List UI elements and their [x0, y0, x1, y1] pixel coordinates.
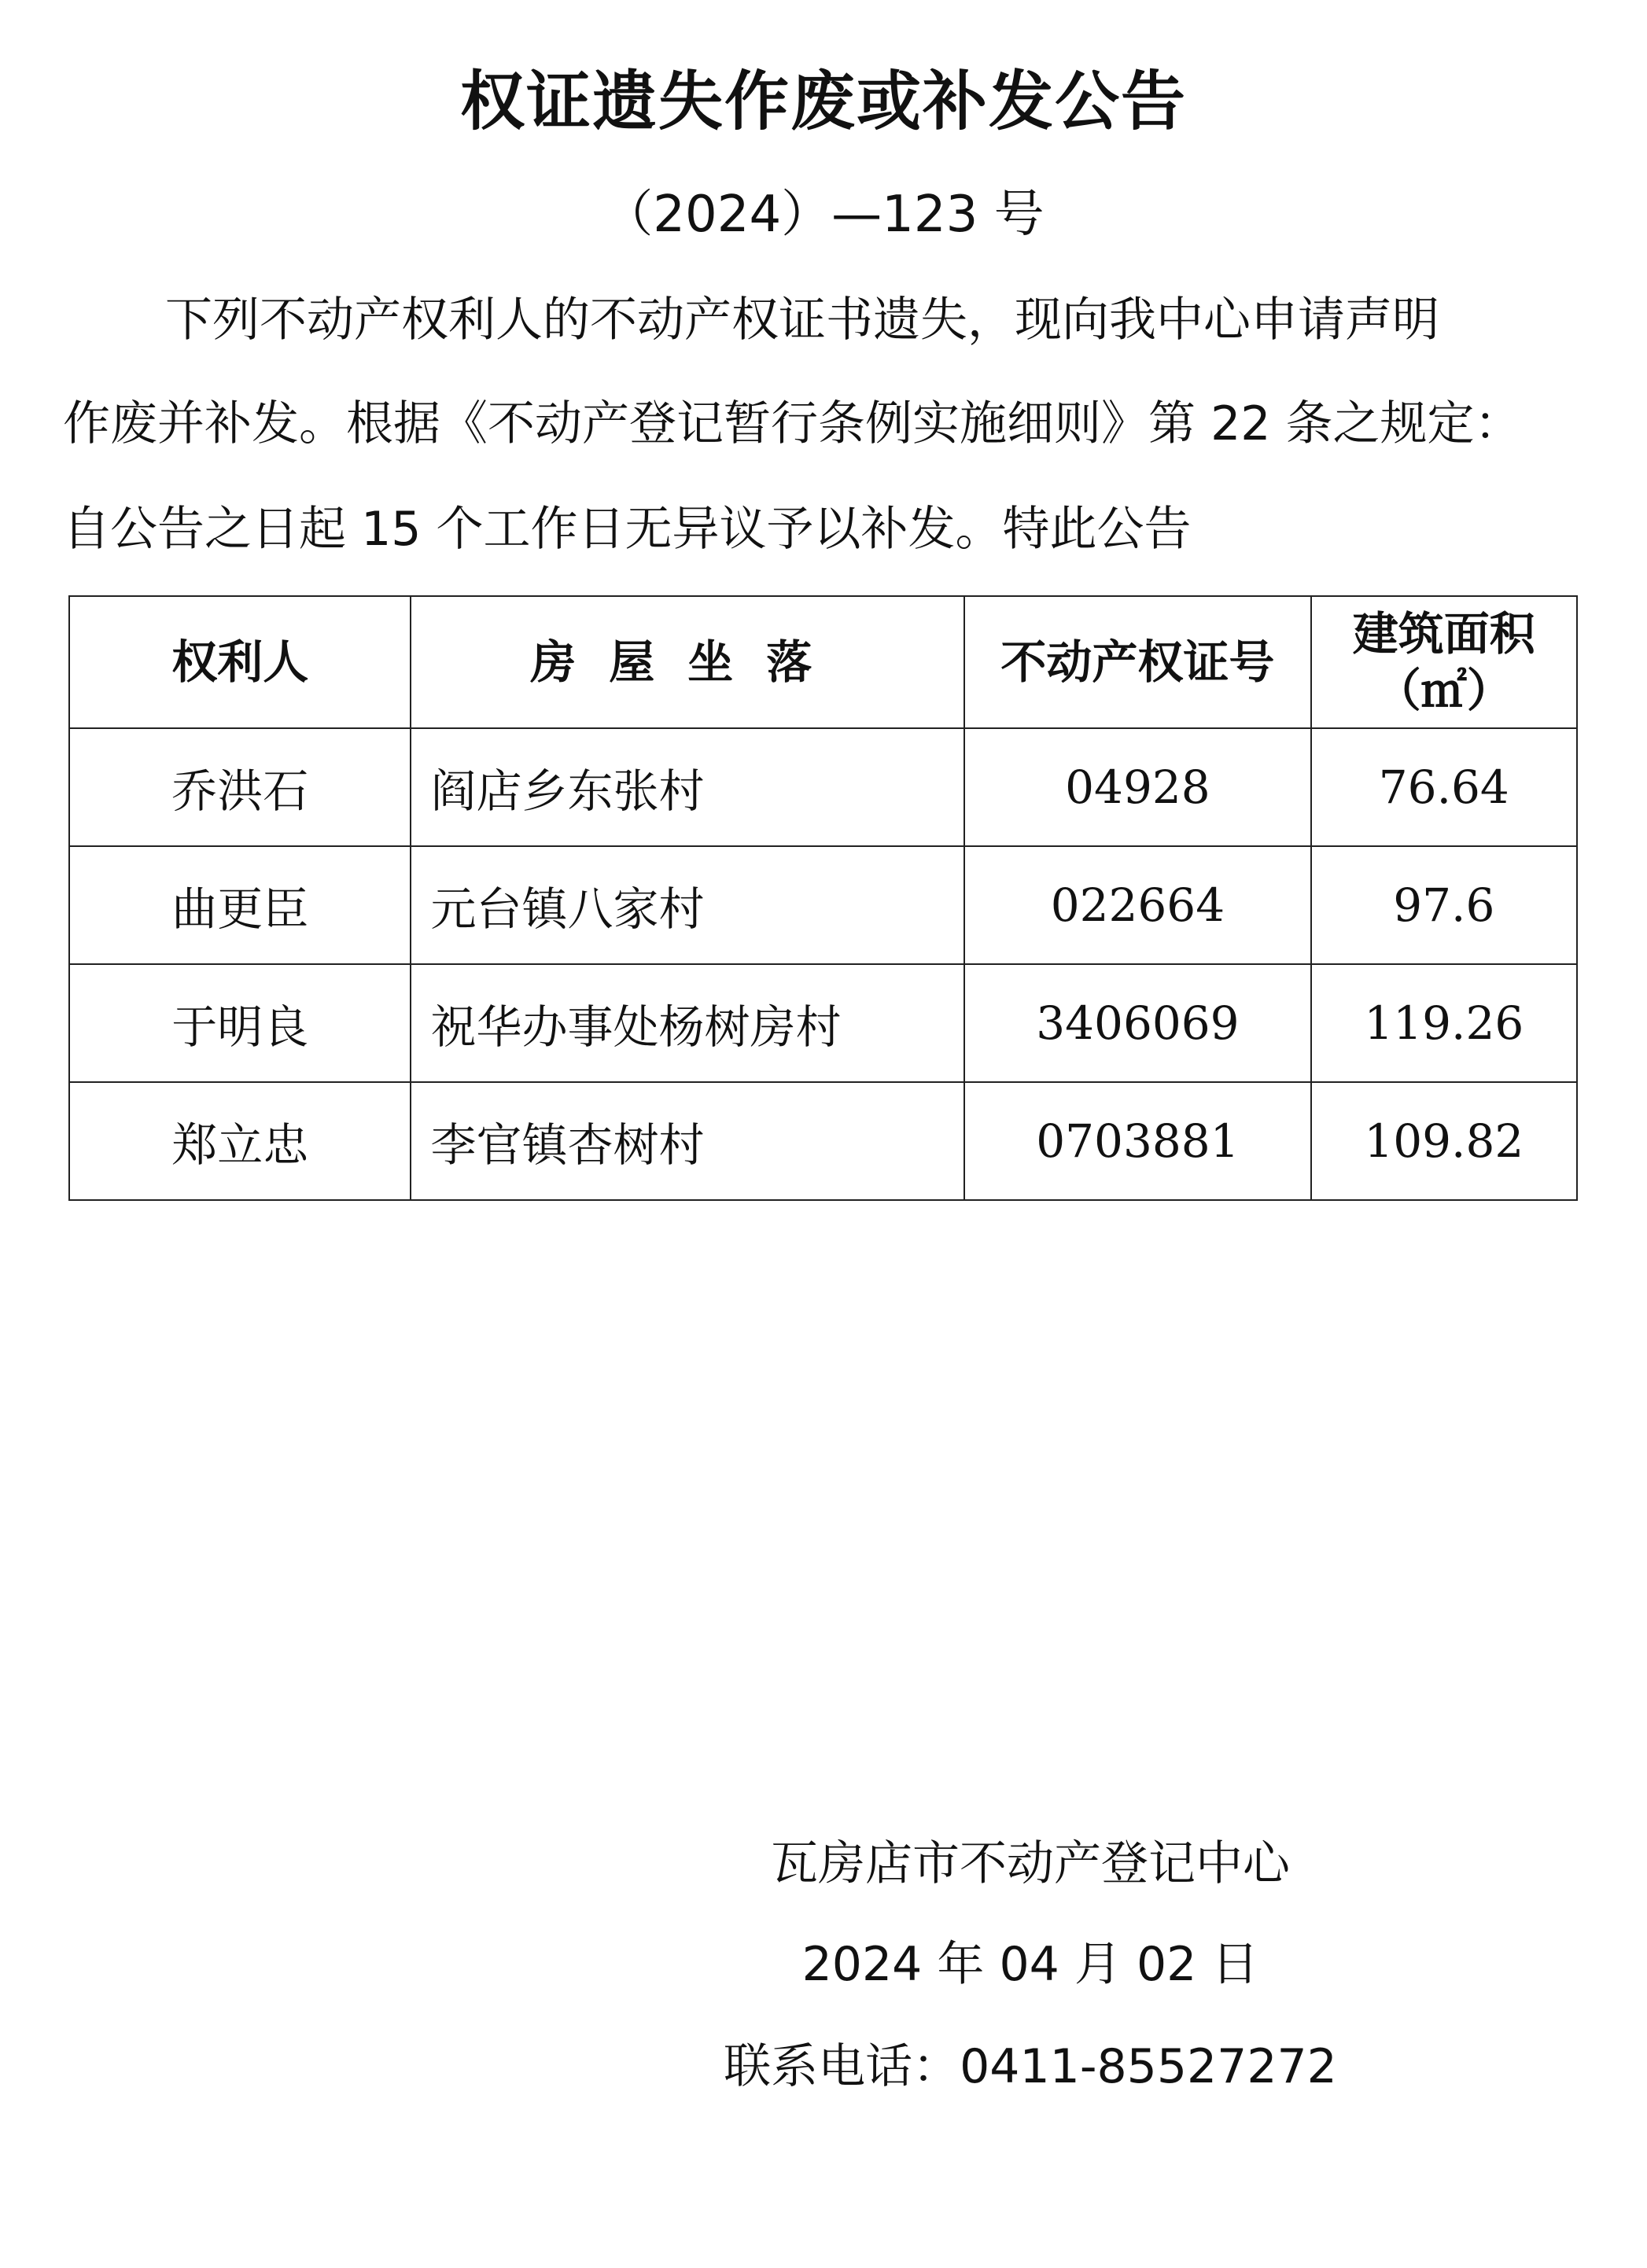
cell-location: 李官镇杏树村 — [411, 1082, 964, 1200]
cell-location: 元台镇八家村 — [411, 846, 964, 964]
table-row — [69, 964, 1577, 1082]
cell-holder: 于明良 — [69, 964, 411, 1082]
issue-date: 2024 年 04 月 02 日 — [801, 1937, 1259, 1992]
cell-location: 阎店乡东张村 — [411, 728, 964, 846]
table-header-row — [69, 596, 1577, 728]
cell-cert-no: 0703881 — [964, 1082, 1310, 1200]
header-location — [411, 596, 964, 728]
cell-holder: 曲更臣 — [69, 846, 411, 964]
doc-number: （2024）—123 号 — [602, 186, 1045, 244]
header-cert-no: 不动产权证号 — [964, 596, 1310, 728]
notice-title: 权证遗失作废或补发公告 — [459, 64, 1187, 139]
header-area — [1311, 596, 1577, 728]
table-row — [69, 728, 1577, 846]
cell-cert-no: 022664 — [964, 846, 1310, 964]
cell-area: 97.6 — [1311, 846, 1577, 964]
body-line-1: 下列不动产权利人的不动产权证书遗失，现向我中心申请声明 — [165, 293, 1439, 348]
table-row — [69, 846, 1577, 964]
cell-location: 祝华办事处杨树房村 — [411, 964, 964, 1082]
contact-phone: 联系电话：0411-85527272 — [724, 2039, 1337, 2094]
cell-holder: 乔洪石 — [69, 728, 411, 846]
body-line-2: 作废并补发。根据《不动产登记暂行条例实施细则》第 22 条之规定： — [63, 396, 1522, 451]
table-row — [69, 1082, 1577, 1200]
body-line-3: 自公告之日起 15 个工作日无异议予以补发。特此公告 — [63, 502, 1192, 557]
cell-cert-no: 3406069 — [964, 964, 1310, 1082]
cell-area: 76.64 — [1311, 728, 1577, 846]
issuer-name: 瓦房店市不动产登记中心 — [771, 1836, 1290, 1891]
cell-area: 119.26 — [1311, 964, 1577, 1082]
cell-cert-no: 04928 — [964, 728, 1310, 846]
header-area-line1: 建筑面积 — [1352, 607, 1535, 661]
header-area-line2: （㎡） — [1375, 664, 1513, 717]
header-location-label: 房屋坐落 — [530, 635, 846, 689]
cell-area: 109.82 — [1311, 1082, 1577, 1200]
cell-holder: 郑立忠 — [69, 1082, 411, 1200]
header-holder: 权利人 — [69, 596, 411, 728]
records-table — [68, 595, 1578, 1201]
